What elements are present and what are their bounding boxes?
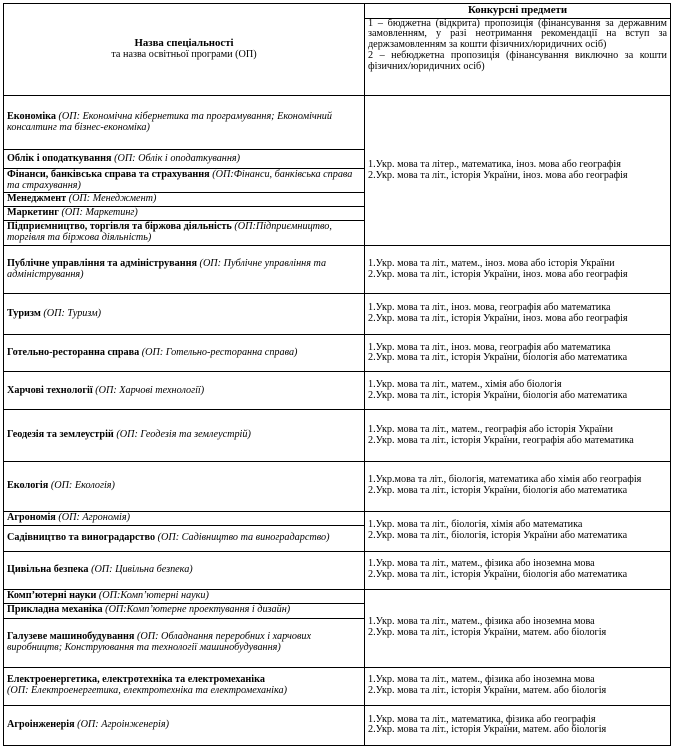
- specialty-cell: [4, 511, 365, 525]
- subjects-offer-1: 1.Укр. мова та літ., матем., хімія або біологія: [368, 379, 562, 391]
- specialty-name: Економіка: [7, 110, 56, 122]
- program-name: (ОП:Комп’ютерне проектування і дизайн): [102, 604, 291, 616]
- subjects-offer-2: 2.Укр. мова та літ., біологія, історія України або математика: [368, 530, 628, 542]
- specialty-name: Цивільна безпека: [7, 563, 89, 575]
- specialty-name: Готельно-ресторанна справа: [7, 346, 140, 358]
- subjects-offer-1: 1.Укр. мова та літ., іноз. мова, географія або математика: [368, 302, 611, 314]
- program-name: (ОП:Підприємництво, торгівля та біржова діяльність): [7, 221, 332, 244]
- subjects-offer-1: 1.Укр. мова та літ., математика, фізика або географія: [368, 713, 596, 725]
- subjects-offer-1: 1.Укр. мова та літер., математика, іноз. мова або географія: [368, 158, 621, 170]
- specialty-name: Туризм: [7, 307, 41, 319]
- specialty-name: Екологія: [7, 479, 49, 491]
- specialty-cell: [4, 372, 365, 410]
- subjects-cell: [365, 589, 671, 667]
- subjects-offer-2: 2.Укр. мова та літ., історія України, іноз. мова або географія: [368, 268, 628, 280]
- subjects-offer-1: 1.Укр. мова та літ., матем., географія або історія України: [368, 423, 613, 435]
- table-row: [4, 589, 671, 603]
- table-row: [4, 511, 671, 525]
- specialty-cell: [4, 221, 365, 246]
- subjects-offer-2: 2.Укр. мова та літ., історія України, біологія або математика: [368, 569, 628, 581]
- specialty-column-title: Назва спеціальності: [134, 37, 234, 50]
- subjects-offer-1: 1.Укр. мова та літ., матем., фізика або іноземна мова: [368, 616, 595, 628]
- subjects-offer-1: 1.Укр. мова та літ., біологія, хімія або математика: [368, 519, 583, 531]
- subjects-cell: [365, 410, 671, 461]
- specialty-column-subtitle: та назва освітньої програми (ОП): [111, 49, 257, 61]
- specialty-cell: [4, 169, 365, 193]
- specialty-cell: [4, 335, 365, 372]
- specialty-name: Галузеве машинобудування: [7, 630, 135, 642]
- specialty-cell: [4, 96, 365, 150]
- table-row: [4, 410, 671, 461]
- table-row: [4, 705, 671, 745]
- subjects-offer-2: 2.Укр. мова та літ., історія України, матем. або біологія: [368, 627, 607, 639]
- subjects-cell: [365, 705, 671, 745]
- subjects-cell: [365, 96, 671, 246]
- specialty-cell: [4, 525, 365, 551]
- subjects-cell: [365, 551, 671, 589]
- program-name: (ОП: Економічна кібернетика та програмування; Економічний консалтинг та бізнес-економіка): [7, 110, 332, 133]
- subjects-cell: [365, 372, 671, 410]
- admission-subjects-table: [3, 3, 671, 746]
- program-name: (ОП: Агроінженерія): [74, 718, 169, 730]
- table-row: [4, 246, 671, 294]
- subjects-cell: [365, 335, 671, 372]
- specialty-name: Агрономія: [7, 511, 56, 523]
- specialty-name: Прикладна механіка: [7, 604, 103, 616]
- program-name: (ОП: Агрономія): [55, 511, 130, 523]
- specialty-cell: [4, 294, 365, 335]
- program-name: (ОП: Цивільна безпека): [88, 563, 193, 575]
- subjects-cell: [365, 294, 671, 335]
- subjects-offer-2: 2.Укр. мова та літ., історія України, біологія або математика: [368, 485, 628, 497]
- subjects-offer-2: 2.Укр. мова та літ., історія України, іноз. мова або географія: [368, 169, 628, 181]
- specialty-name: Облік і оподаткування: [7, 152, 112, 164]
- program-name: (ОП: Менеджмент): [66, 193, 157, 205]
- specialty-cell: [4, 705, 365, 745]
- table-row: [4, 335, 671, 372]
- table-row: [4, 551, 671, 589]
- specialty-cell: [4, 193, 365, 207]
- subjects-offer-2: 2.Укр. мова та літ., історія України, матем. або біологія: [368, 724, 607, 736]
- specialty-cell: [4, 618, 365, 667]
- subjects-offer-2: 2.Укр. мова та літ., історія України, географія або математика: [368, 434, 634, 446]
- program-name: (ОП: Садівництво та виноградарство): [155, 531, 330, 543]
- program-name: (ОП: Туризм): [40, 307, 102, 319]
- program-name: (ОП: Харчові технології): [92, 384, 205, 396]
- specialty-cell: [4, 551, 365, 589]
- specialty-cell: [4, 461, 365, 511]
- program-name: (ОП: Готельно-ресторанна справа): [139, 346, 298, 358]
- subjects-offer-1: 1.Укр. мова та літ., матем., фізика або іноземна мова: [368, 674, 595, 686]
- specialty-name: Геодезія та землеустрій: [7, 429, 114, 441]
- specialty-name: Маркетинг: [7, 207, 59, 219]
- program-name: (ОП:Фінанси, банківська справа та страхування): [7, 168, 353, 191]
- subjects-cell: [365, 667, 671, 705]
- table-row: [4, 461, 671, 511]
- specialty-name: Підприємництво, торгівля та біржова діяльність: [7, 221, 232, 233]
- subjects-column-header: [365, 4, 671, 96]
- subjects-column-title: Конкурсні предмети: [467, 4, 568, 16]
- subjects-offer-2: 2.Укр. мова та літ., історія України, іноз. мова або географія: [368, 313, 628, 325]
- subjects-offer-1: 1.Укр. мова та літ., матем., фізика або іноземна мова: [368, 558, 595, 570]
- specialty-name: Фінанси, банківська справа та страхування: [7, 168, 210, 180]
- specialty-cell: [4, 667, 365, 705]
- specialty-cell: [4, 603, 365, 618]
- program-name: (ОП: Маркетинг): [58, 207, 138, 219]
- subjects-cell: [365, 246, 671, 294]
- program-name: (ОП:Комп’ютерні науки): [96, 589, 209, 601]
- subjects-offer-2: 2.Укр. мова та літ., історія України, біологія або математика: [368, 352, 628, 364]
- specialty-cell: [4, 246, 365, 294]
- budget-offer-note: 1 – бюджетна (відкрита) пропозиція (фінансування за державним замовленням, у разі неотримання рекомендації на вступ за держзамовленням за кошти фізичних/юридичних осіб): [365, 18, 670, 52]
- subjects-offer-1: 1.Укр. мова та літ., іноз. мова, географія або математика: [368, 341, 611, 353]
- specialty-column-header: [4, 4, 365, 96]
- nonbudget-offer-note: 2 – небюджетна пропозиція (фінансування виключно за кошти фізичних/юридичних осіб): [368, 50, 667, 73]
- subjects-offer-1: 1.Укр. мова та літ., матем., іноз. мова або історія України: [368, 257, 615, 269]
- table-row: [4, 372, 671, 410]
- specialty-name: Публічне управління та адміністрування: [7, 257, 197, 269]
- specialty-cell: [4, 589, 365, 603]
- specialty-name: Електроенергетика, електротехніка та електромеханіка: [7, 674, 265, 686]
- table-row: [4, 96, 671, 150]
- specialty-cell: [4, 150, 365, 169]
- program-name: (ОП: Облік і оподаткування): [111, 152, 241, 164]
- specialty-name: Харчові технології: [7, 384, 93, 396]
- table-row: [4, 667, 671, 705]
- subjects-offer-2: 2.Укр. мова та літ., історія України, матем. або біологія: [368, 685, 607, 697]
- program-name: (ОП: Екологія): [48, 479, 115, 491]
- specialty-cell: [4, 410, 365, 461]
- specialty-name: Садівництво та виноградарство: [7, 531, 156, 543]
- subjects-cell: [365, 511, 671, 551]
- subjects-offer-1: 1.Укр.мова та літ., біологія, математика або хімія або географія: [368, 474, 642, 486]
- table-header-row: [4, 4, 671, 96]
- program-name: (ОП: Публічне управління та адміністрування): [7, 257, 327, 280]
- subjects-cell: [365, 461, 671, 511]
- program-name: (ОП: Обладнання переробних і харчових виробництв; Конструювання та технології машинобудування): [7, 630, 312, 653]
- specialty-name: Агроінженерія: [7, 718, 75, 730]
- table-row: [4, 294, 671, 335]
- specialty-cell: [4, 207, 365, 221]
- specialty-name: Менеджмент: [7, 193, 67, 205]
- program-name: (ОП: Геодезія та землеустрій): [113, 429, 251, 441]
- specialty-name: Комп’ютерні науки: [7, 589, 97, 601]
- program-name: (ОП: Електроенергетика, електротехніка та електромеханіка): [7, 685, 287, 697]
- subjects-offer-2: 2.Укр. мова та літ., історія України, біологія або математика: [368, 389, 628, 401]
